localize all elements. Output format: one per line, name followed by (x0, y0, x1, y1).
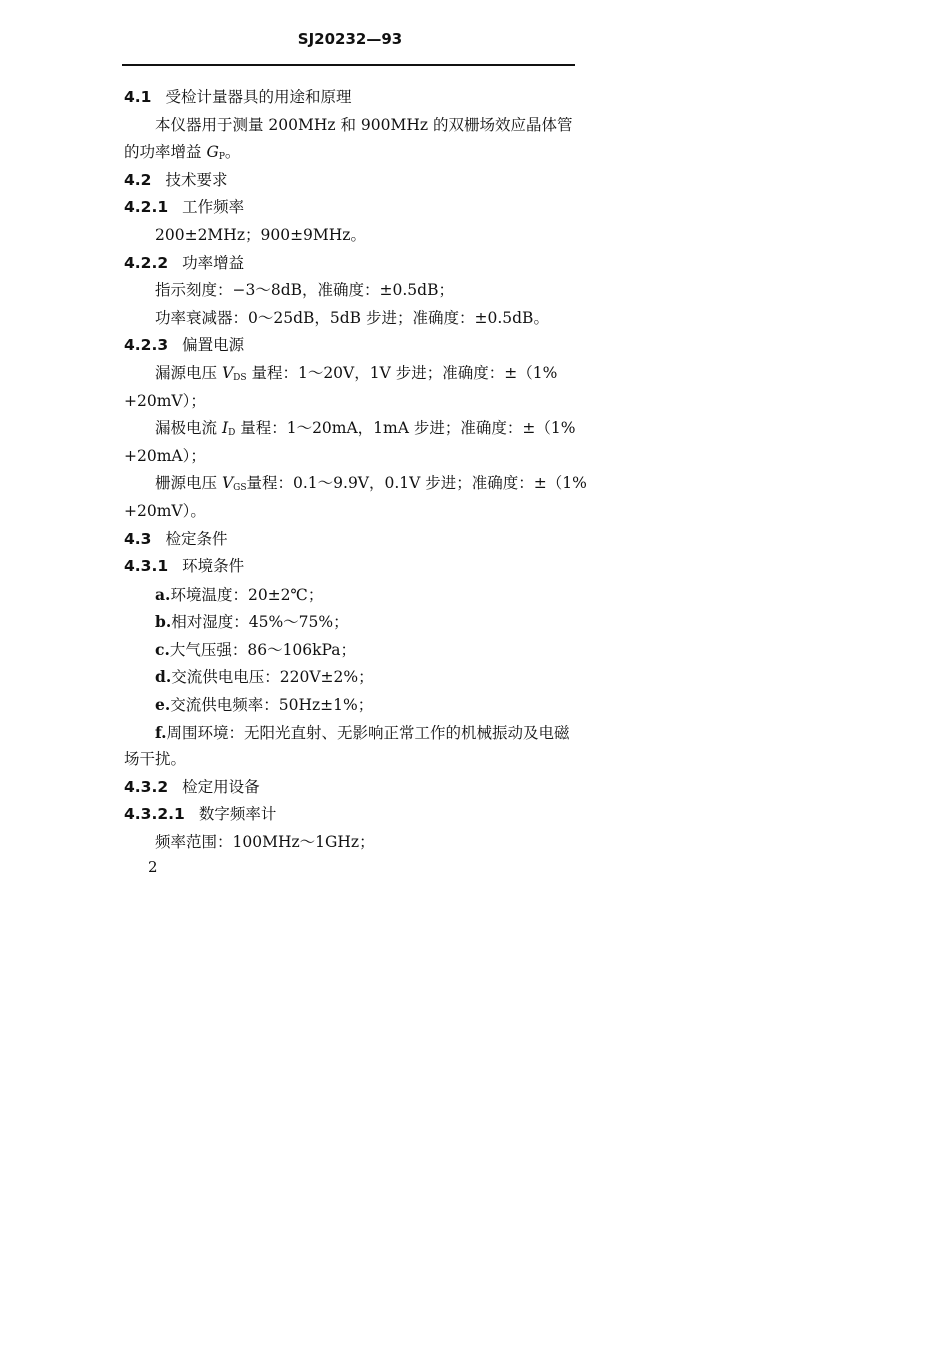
text: 。 (224, 143, 241, 162)
text: 量程：1～20V，1V 步进；准确度：±（1% (246, 363, 558, 382)
paragraph-line: +20mV）； (124, 391, 206, 410)
section-4-3-heading (124, 526, 576, 554)
symbol: V (221, 474, 234, 493)
page-number: 2 (148, 858, 158, 876)
subscript: DS (233, 372, 247, 383)
list-text: 交流供电电压：220V±2%； (171, 668, 374, 687)
paragraph-line (124, 139, 576, 167)
list-marker: c. (155, 639, 170, 659)
list-marker: f. (155, 722, 167, 742)
list-text: 周围环境：无阳光直射、无影响正常工作的机械振动及电磁 (166, 723, 570, 742)
section-4-2-1-heading (124, 194, 576, 222)
section-number: 4.2 (124, 170, 152, 189)
section-number: 4.3.2 (124, 777, 169, 796)
paragraph-line: 频率范围：100MHz～1GHz； (155, 833, 375, 852)
list-text: 大气压强：86～106kPa； (169, 640, 357, 659)
section-number: 4.1 (124, 88, 152, 106)
paragraph-line: 200±2MHz；900±9MHz。 (155, 225, 366, 244)
header-rule (122, 64, 575, 66)
document-body (124, 84, 587, 857)
subscript: P (218, 152, 225, 163)
section-4-1-heading (124, 84, 576, 112)
section-title: 技术要求 (165, 170, 228, 189)
section-number: 4.3 (124, 529, 152, 548)
subscript: D (228, 428, 236, 439)
section-4-3-2-heading (124, 774, 576, 802)
section-title: 工作频率 (182, 198, 245, 217)
paragraph-line: 场干扰。 (124, 750, 187, 769)
paragraph-line (124, 112, 576, 140)
paragraph-line (124, 415, 576, 443)
paragraph-line: 指示刻度：−3～8dB，准确度：±0.5dB； (155, 281, 454, 300)
subscript: GS (233, 483, 247, 494)
list-item (124, 691, 576, 719)
section-4-2-2-heading (124, 250, 576, 278)
text: 的功率增益 (124, 143, 207, 162)
section-title: 数字频率计 (198, 805, 277, 824)
section-number: 4.3.1 (124, 557, 169, 576)
list-marker: e. (155, 695, 171, 715)
section-number: 4.2.2 (124, 253, 169, 272)
paragraph-line (124, 360, 576, 388)
section-4-3-1-heading (124, 553, 576, 581)
text: 量程：0.1～9.9V，0.1V 步进；准确度：±（1% (246, 474, 587, 493)
section-title: 偏置电源 (182, 336, 245, 355)
section-4-2-3-heading (124, 332, 576, 360)
section-title: 功率增益 (182, 253, 245, 272)
section-number: 4.3.2.1 (124, 805, 185, 824)
paragraph-line: 功率衰减器：0～25dB，5dB 步进；准确度：±0.5dB。 (155, 308, 549, 327)
document-code-header: SJ20232—93 (297, 30, 403, 48)
list-item (124, 719, 576, 747)
text: 本仪器用于测量 200MHz 和 900MHz 的双栅场效应晶体管 (155, 115, 573, 134)
text: 漏极电流 (155, 419, 222, 438)
list-item (124, 636, 576, 664)
list-item (124, 663, 576, 691)
list-marker: a. (155, 584, 171, 604)
list-text: 环境温度：20±2℃； (170, 585, 324, 604)
list-text: 交流供电频率：50Hz±1%； (170, 696, 374, 715)
section-4-3-2-1-heading (124, 801, 576, 829)
symbol: G (206, 143, 219, 162)
text: 漏源电压 (155, 363, 222, 382)
paragraph-line: +20mV）。 (124, 501, 206, 520)
list-item (124, 608, 576, 636)
section-number: 4.2.3 (124, 336, 169, 355)
section-title: 环境条件 (182, 557, 245, 576)
section-title: 检定用设备 (182, 777, 260, 796)
list-item (124, 581, 576, 609)
symbol: I (221, 419, 229, 438)
symbol: V (221, 363, 234, 382)
section-title: 检定条件 (165, 529, 228, 548)
list-marker: d. (155, 667, 172, 687)
text: 量程：1～20mA，1mA 步进；准确度：±（1% (235, 419, 576, 438)
paragraph-line: +20mA）； (124, 446, 206, 465)
section-4-2-heading (124, 167, 576, 195)
section-number: 4.2.1 (124, 198, 169, 217)
list-marker: b. (155, 612, 172, 632)
paragraph-line (124, 470, 587, 498)
text: 栅源电压 (155, 474, 222, 493)
section-title: 受检计量器具的用途和原理 (165, 88, 352, 106)
list-text: 相对湿度：45%～75%； (171, 613, 349, 632)
